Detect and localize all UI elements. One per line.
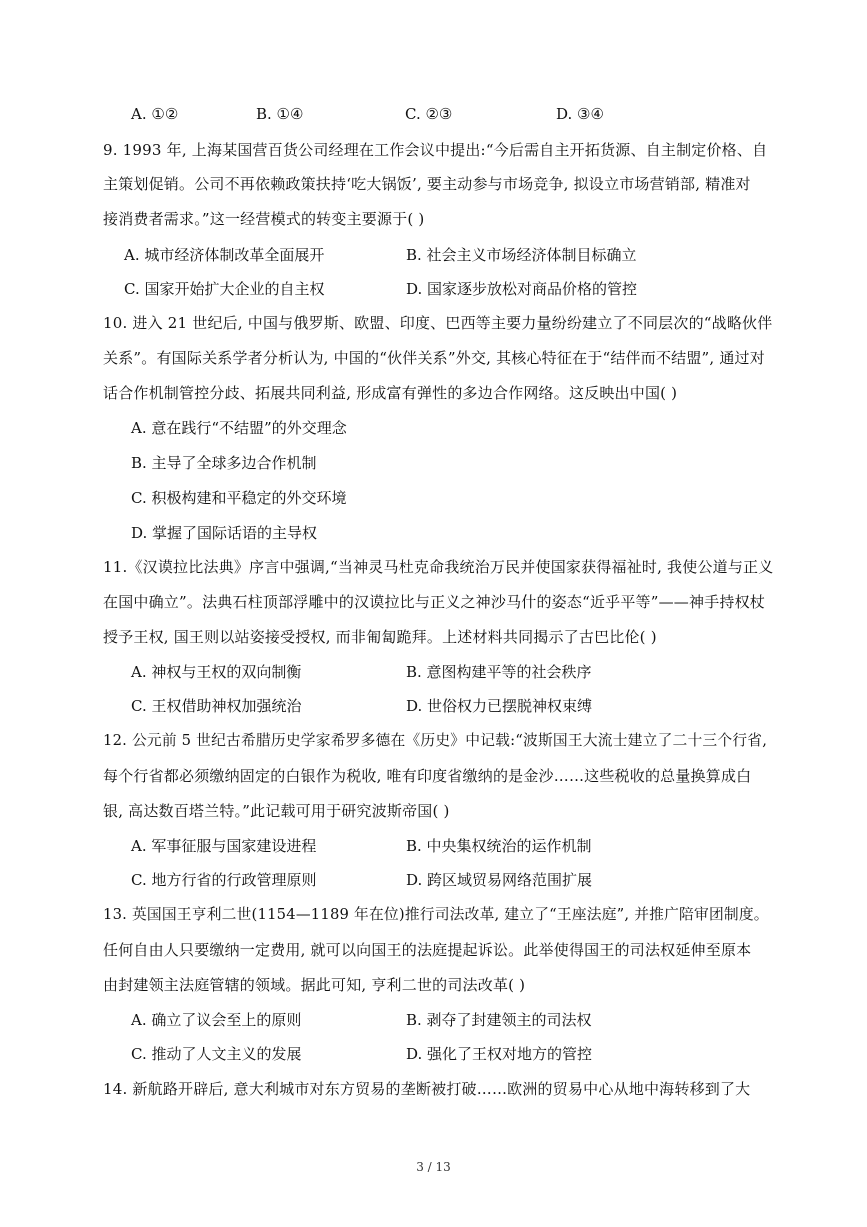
question-11-line-2: 在国中确立”。法典石柱顶部浮雕中的汉谟拉比与正义之神沙马什的姿态“近乎平等”——神手持权杖 <box>103 593 766 611</box>
question-11-option-d: D. 世俗权力已摆脱神权束缚 <box>406 697 593 715</box>
question-10-line-1: 10. 进入 21 世纪后, 中国与俄罗斯、欧盟、印度、巴西等主要力量纷纷建立了不同层次的“战略伙伴 <box>103 314 773 332</box>
question-9-option-d: D. 国家逐步放松对商品价格的管控 <box>406 280 638 298</box>
question-9-option-b: B. 社会主义市场经济体制目标确立 <box>406 246 637 264</box>
question-13-option-b: B. 剥夺了封建领主的司法权 <box>406 1011 592 1029</box>
question-12-option-c: C. 地方行省的行政管理原则 <box>131 871 317 889</box>
question-10-option-b: B. 主导了全球多边合作机制 <box>131 454 317 472</box>
question-10-option-d: D. 掌握了国际话语的主导权 <box>131 524 318 542</box>
question-9-option-c: C. 国家开始扩大企业的自主权 <box>124 280 325 298</box>
question-9-option-a: A. 城市经济体制改革全面展开 <box>124 246 325 264</box>
question-12-option-a: A. 军事征服与国家建设进程 <box>131 837 317 855</box>
question-13-option-c: C. 推动了人文主义的发展 <box>131 1045 302 1063</box>
question-13-line-1: 13. 英国国王亨利二世(1154—1189 年在位)推行司法改革, 建立了“王座法庭”, 并推广陪审团制度。 <box>103 906 769 923</box>
question-10-line-3: 话合作机制管控分歧、拓展共同利益, 形成富有弹性的多边合作网络。这反映出中国( ) <box>103 384 678 402</box>
question-10-option-a: A. 意在践行“不结盟”的外交理念 <box>131 419 347 437</box>
question-9-line-2: 主策划促销。公司不再依赖政策扶持‘吃大锅饭’, 要主动参与市场竞争, 拟设立市场营销部, 精准对 <box>103 175 751 193</box>
question-13-line-2: 任何自由人只要缴纳一定费用, 就可以向国王的法庭提起诉讼。此举使得国王的司法权延伸至原本 <box>103 941 752 959</box>
option-d: D. ③④ <box>556 105 604 123</box>
question-11-option-a: A. 神权与王权的双向制衡 <box>131 663 302 681</box>
option-c: C. ②③ <box>405 105 453 123</box>
question-11-option-b: B. 意图构建平等的社会秩序 <box>406 663 592 681</box>
question-12-option-d: D. 跨区域贸易网络范围扩展 <box>406 871 593 889</box>
question-9-line-1: 9. 1993 年, 上海某国营百货公司经理在工作会议中提出:“今后需自主开拓货源、自主制定价格、自 <box>103 141 768 159</box>
question-14-line-1: 14. 新航路开辟后, 意大利城市对东方贸易的垄断被打破……欧洲的贸易中心从地中海转移到了大 <box>103 1080 751 1098</box>
option-b: B. ①④ <box>256 105 304 123</box>
option-a: A. ①② <box>131 105 179 123</box>
question-12-line-2: 每个行省都必须缴纳固定的白银作为税收, 唯有印度省缴纳的是金沙……这些税收的总量换算成白 <box>103 767 752 785</box>
question-11-line-3: 授予王权, 国王则以站姿接受授权, 而非匍匐跪拜。上述材料共同揭示了古巴比伦( ) <box>103 628 657 646</box>
question-13-option-a: A. 确立了议会至上的原则 <box>131 1011 302 1029</box>
question-10-option-c: C. 积极构建和平稳定的外交环境 <box>131 489 347 507</box>
page-number: 3 / 13 <box>416 1160 451 1174</box>
question-11-line-1: 11.《汉谟拉比法典》序言中强调,“当神灵马杜克命我统治万民并使国家获得福祉时, 我使公道与正义 <box>103 558 774 576</box>
question-9-line-3: 接消费者需求。”这一经营模式的转变主要源于( ) <box>103 210 425 228</box>
question-12-line-3: 银, 高达数百塔兰特。”此记载可用于研究波斯帝国( ) <box>103 802 450 820</box>
question-10-line-2: 关系”。有国际关系学者分析认为, 中国的“伙伴关系”外交, 其核心特征在于“结伴而不结盟”, 通过对 <box>103 349 765 367</box>
question-11-option-c: C. 王权借助神权加强统治 <box>131 697 302 715</box>
question-13-option-d: D. 强化了王权对地方的管控 <box>406 1045 593 1063</box>
question-12-option-b: B. 中央集权统治的运作机制 <box>406 837 592 855</box>
question-13-line-3: 由封建领主法庭管辖的领域。据此可知, 亨利二世的司法改革( ) <box>103 976 526 994</box>
question-12-line-1: 12. 公元前 5 世纪古希腊历史学家希罗多德在《历史》中记载:“波斯国王大流士建立了二十三个行省, <box>103 732 768 749</box>
